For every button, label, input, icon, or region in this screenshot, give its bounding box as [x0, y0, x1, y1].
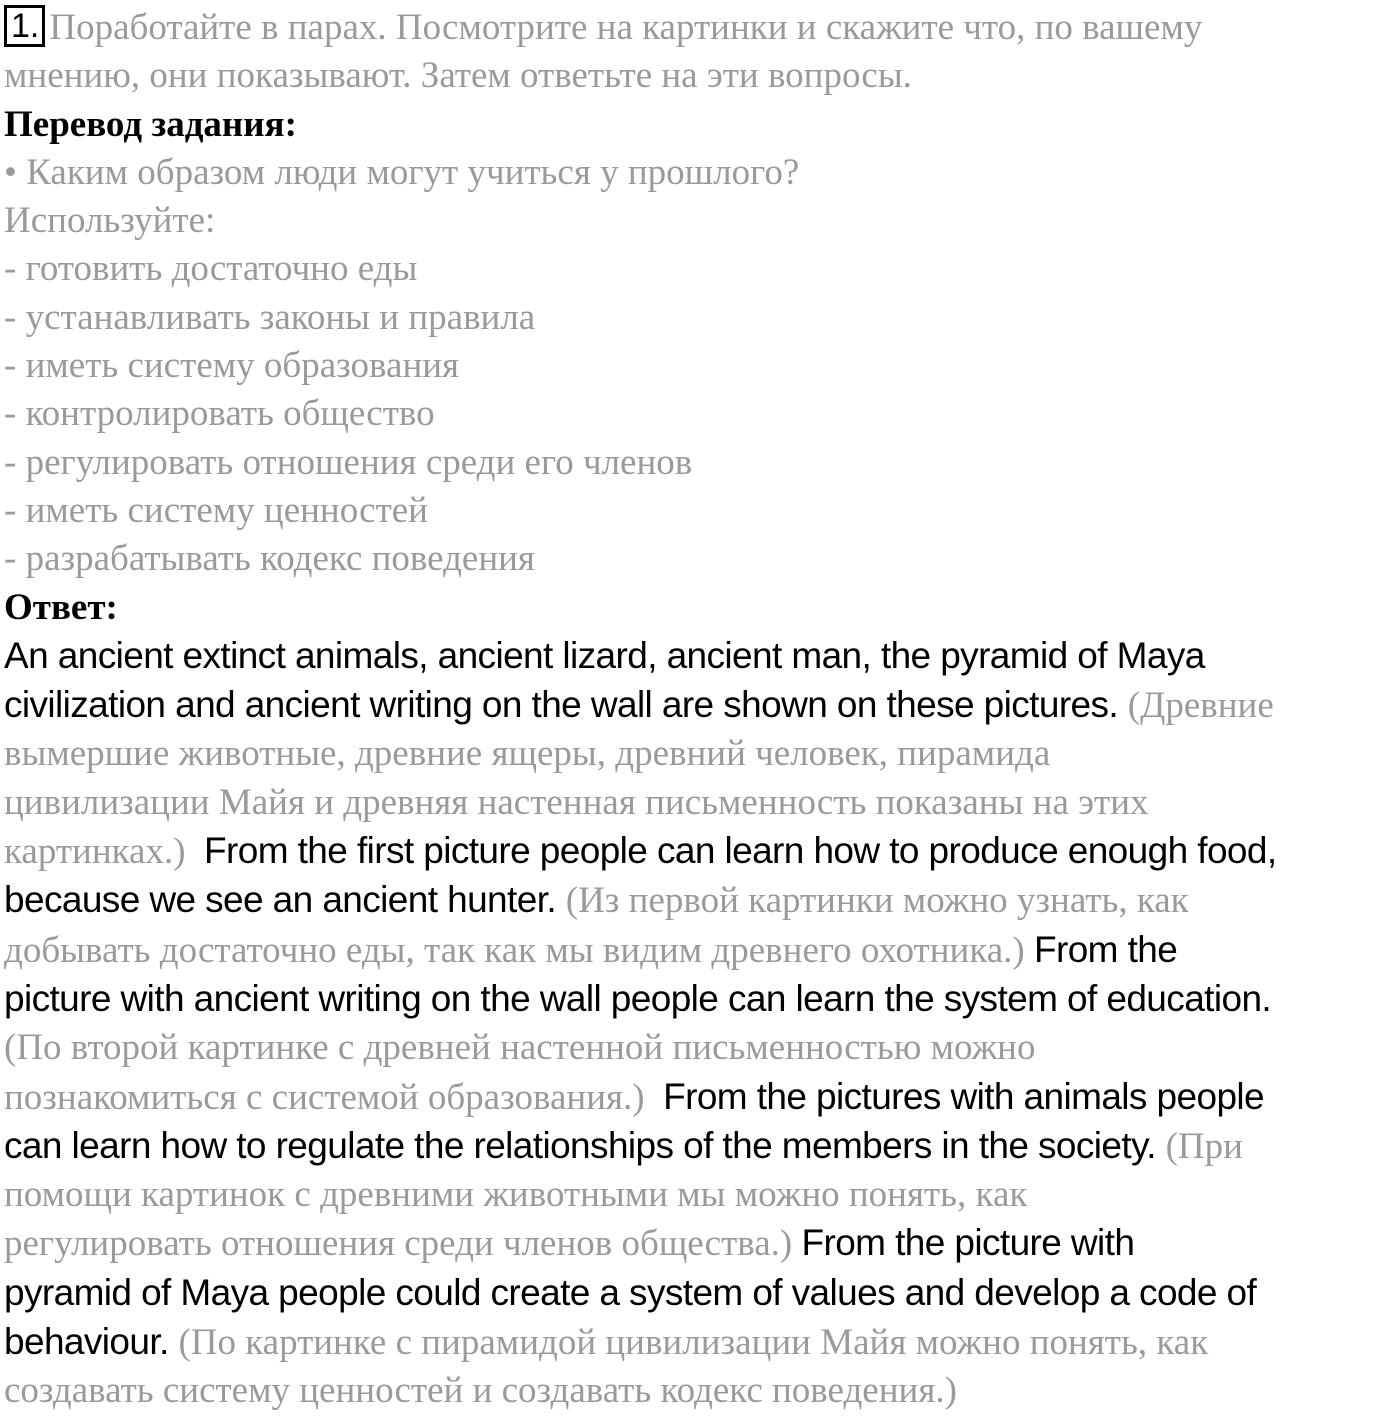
exercise-number-badge: 1.: [4, 5, 45, 47]
answer-line: [4, 1024, 1398, 1072]
use-label: Используйте:: [4, 200, 216, 242]
russian-translation-text: создавать систему ценностей и создавать кодекс поведения.): [4, 1370, 957, 1412]
answer-line: [4, 975, 1398, 1024]
russian-translation-text: (По второй картинке с древней настенной письменностью можно: [4, 1027, 1036, 1069]
english-answer-text: From the first picture people can learn how to produce enough food,: [204, 830, 1277, 872]
russian-translation-text: помощи картинок с древними животными мы можно понять, как: [4, 1174, 1028, 1216]
answer-line: [4, 926, 1398, 975]
english-answer-text: An ancient extinct animals, ancient lizard, ancient man, the pyramid of Maya: [4, 634, 1205, 676]
vocabulary-item: - разрабатывать кодекс поведения: [4, 538, 535, 580]
answer-line: [4, 632, 1398, 681]
instruction-text: Поработайте в парах. Посмотрите на картинки и скажите что, по вашему: [49, 7, 1203, 48]
instruction-line-continued: мнению, они показывают. Затем ответьте на эти вопросы.: [4, 55, 912, 97]
instruction-line: [4, 4, 1398, 52]
russian-translation-text: добывать достаточно еды, так как мы видим древнего охотника.): [4, 929, 1034, 971]
english-answer-text: picture with ancient writing on the wall people can learn the system of education.: [4, 977, 1272, 1019]
answer-line: [4, 1073, 1398, 1122]
answer-line: [4, 876, 1398, 925]
russian-translation-text: цивилизации Майя и древняя настенная письменность показаны на этих: [4, 781, 1149, 823]
english-answer-text: pyramid of Maya people could create a system of values and develop a code of: [4, 1271, 1257, 1313]
russian-translation-text: (Из первой картинки можно узнать, как: [565, 880, 1189, 922]
english-answer-text: From the: [1033, 928, 1178, 970]
vocabulary-item: - иметь систему образования: [4, 345, 460, 387]
vocabulary-item: - устанавливать законы и правила: [4, 296, 536, 338]
vocabulary-item: - регулировать отношения среди его членов: [4, 441, 693, 483]
answer-line: [4, 1219, 1398, 1268]
answer-line: [4, 1367, 1398, 1415]
russian-translation-text: (По картинке с пирамидой цивилизации Майя можно понять, как: [178, 1322, 1209, 1364]
answer-line: [4, 1318, 1398, 1367]
russian-translation-text: (При: [1165, 1125, 1243, 1167]
answer-paragraph: [4, 632, 1398, 1416]
russian-translation-text: вымершие животные, древние ящеры, древний человек, пирамида: [4, 733, 1051, 775]
answer-line: [4, 1269, 1398, 1318]
answer-line: [4, 1122, 1398, 1171]
english-answer-text: From the picture with: [801, 1222, 1135, 1264]
vocabulary-item: - контролировать общество: [4, 393, 435, 435]
vocabulary-item: - готовить достаточно еды: [4, 248, 418, 290]
russian-translation-text: регулировать отношения среди членов общества.): [4, 1223, 802, 1265]
english-answer-text: because we see an ancient hunter.: [4, 879, 566, 921]
english-answer-text: From the pictures with animals people: [663, 1075, 1265, 1117]
translation-heading: Перевод задания:: [4, 103, 297, 145]
answer-line: [4, 779, 1398, 827]
vocabulary-item: - иметь систему ценностей: [4, 489, 428, 531]
russian-translation-text: картинках.): [4, 831, 205, 873]
answer-heading: Ответ:: [4, 586, 118, 628]
translation-question: • Каким образом люди могут учиться у прошлого?: [4, 151, 800, 193]
answer-line: [4, 827, 1398, 876]
english-answer-text: can learn how to regulate the relationships of the members in the society.: [4, 1124, 1166, 1166]
vocabulary-list: [4, 245, 1398, 583]
exercise-page: [4, 4, 1398, 1416]
russian-translation-text: (Древние: [1127, 685, 1274, 727]
answer-line: [4, 1171, 1398, 1219]
answer-line: [4, 681, 1398, 730]
answer-line: [4, 730, 1398, 778]
english-answer-text: behaviour.: [4, 1321, 179, 1363]
english-answer-text: civilization and ancient writing on the wall are shown on these pictures.: [4, 684, 1128, 726]
russian-translation-text: познакомиться с системой образования.): [4, 1076, 664, 1118]
